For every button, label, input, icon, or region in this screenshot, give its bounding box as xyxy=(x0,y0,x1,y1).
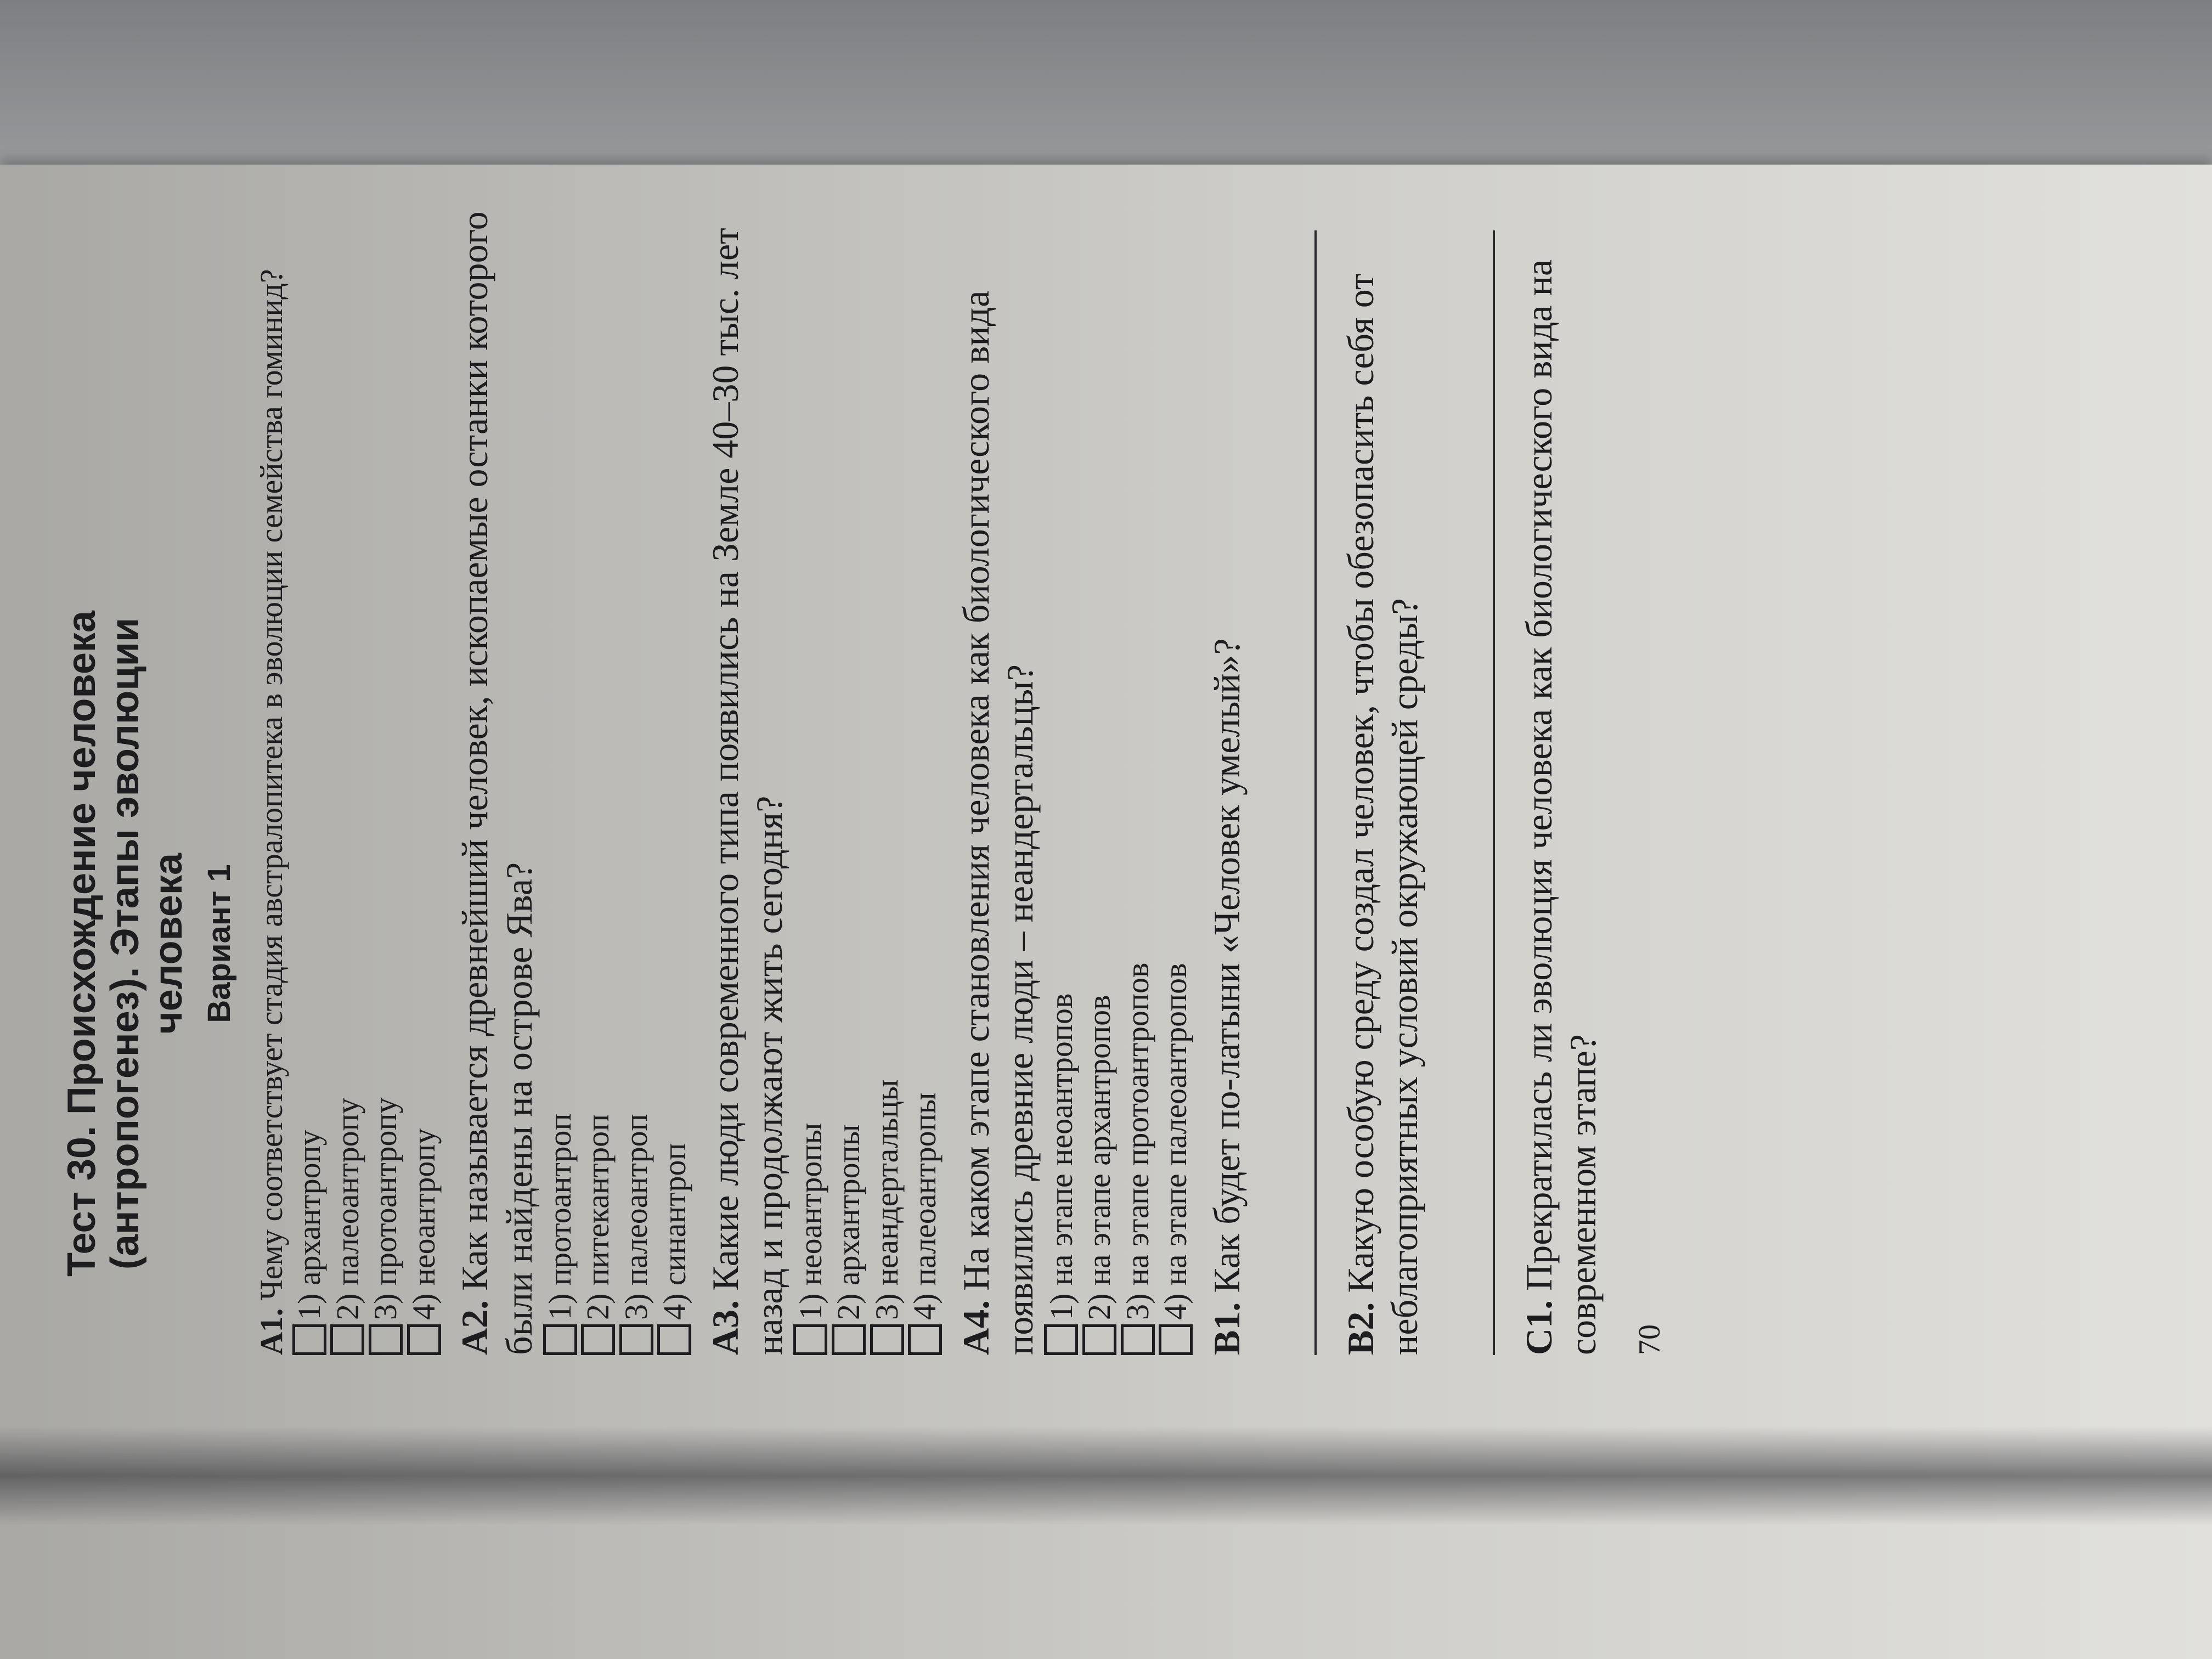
checkbox[interactable] xyxy=(1159,1324,1193,1355)
checkbox[interactable] xyxy=(543,1324,577,1355)
option-label: 2) питекантроп xyxy=(580,1114,616,1320)
checkbox[interactable] xyxy=(1044,1324,1078,1355)
checkbox[interactable] xyxy=(832,1324,866,1355)
question-prompt: На каком этапе становления человека как биологического вида появились древние люди – неандертальцы? xyxy=(955,290,1041,1355)
question-text xyxy=(1517,203,1605,1355)
question-b1 xyxy=(1205,203,1317,1355)
question-prompt: Как называется древнейший человек, ископаемые останки которого были найдены на острове Ява? xyxy=(454,211,540,1355)
option-label: 1) неоантропы xyxy=(792,1122,828,1320)
option-label: 2) архантропы xyxy=(831,1124,867,1320)
question-prompt: Какую особую среду создал человек, чтобы обезопасить себя от неблагоприятных условий окружающей среды? xyxy=(1340,273,1426,1355)
option-label: 3) протоантропу xyxy=(368,1097,404,1320)
question-number: С1. xyxy=(1517,1300,1560,1355)
checkbox[interactable] xyxy=(619,1324,653,1355)
answer-option[interactable] xyxy=(366,203,405,1355)
answer-option[interactable] xyxy=(290,203,329,1355)
option-label: 1) протоантроп xyxy=(541,1113,578,1320)
checkbox[interactable] xyxy=(330,1324,364,1355)
question-a3 xyxy=(703,203,944,1355)
question-number: А2. xyxy=(454,1300,496,1355)
answer-option[interactable] xyxy=(541,203,579,1355)
answer-option[interactable] xyxy=(1042,203,1081,1355)
question-text xyxy=(1205,203,1249,1355)
answer-option[interactable] xyxy=(405,203,443,1355)
page-number: 70 xyxy=(1633,1324,1667,1355)
question-number: В1. xyxy=(1205,1302,1248,1355)
question-a4 xyxy=(954,203,1195,1355)
answer-option[interactable] xyxy=(906,203,944,1355)
question-number: А3. xyxy=(704,1300,747,1355)
question-number: А4. xyxy=(955,1300,997,1355)
question-prompt: Какие люди современного типа появились на Земле 40–30 тыс. лет назад и продолжают жить сегодня? xyxy=(704,228,791,1355)
question-a1 xyxy=(253,203,443,1355)
checkbox[interactable] xyxy=(793,1324,827,1355)
answer-option[interactable] xyxy=(329,203,367,1355)
question-text xyxy=(954,203,1042,1355)
option-label: 2) палеоантропу xyxy=(329,1098,365,1320)
worksheet-page xyxy=(0,165,2140,1426)
answer-option[interactable] xyxy=(792,203,830,1355)
checkbox[interactable] xyxy=(292,1324,326,1355)
answer-option[interactable] xyxy=(617,203,656,1355)
question-number: А1. xyxy=(253,1308,289,1355)
checkbox[interactable] xyxy=(581,1324,615,1355)
option-label: 1) на этапе неоантропов xyxy=(1043,993,1079,1320)
question-c1 xyxy=(1517,203,1605,1355)
checkbox[interactable] xyxy=(657,1324,691,1355)
option-label: 3) палеоантроп xyxy=(618,1114,654,1320)
question-text xyxy=(1339,203,1426,1355)
question-text xyxy=(253,203,290,1355)
answer-option[interactable] xyxy=(1156,203,1195,1355)
question-b2 xyxy=(1339,203,1494,1355)
checkbox[interactable] xyxy=(908,1324,942,1355)
question-prompt: Чему соответствует стадия австралопитека в эволюции семейства гоминид? xyxy=(253,269,289,1301)
option-label: 4) неоантропу xyxy=(405,1128,442,1320)
checkbox[interactable] xyxy=(1121,1324,1155,1355)
checkbox[interactable] xyxy=(407,1324,441,1355)
question-text xyxy=(453,203,540,1355)
answer-option[interactable] xyxy=(1119,203,1157,1355)
worksheet-content xyxy=(60,203,1667,1355)
option-label: 2) на этапе архантропов xyxy=(1081,995,1118,1320)
checkbox[interactable] xyxy=(369,1324,403,1355)
book-spine-shadow xyxy=(0,1426,2212,1525)
answer-option[interactable] xyxy=(830,203,868,1355)
question-prompt: Как будет по-латыни «Человек умелый»? xyxy=(1205,638,1248,1293)
checkbox[interactable] xyxy=(870,1324,904,1355)
answer-option[interactable] xyxy=(868,203,906,1355)
variant-heading: Вариант 1 xyxy=(201,864,237,1023)
test-title: Тест 30. Происхождение человека (антропогенез). Этапы эволюции человека xyxy=(60,611,191,1277)
answer-option[interactable] xyxy=(579,203,617,1355)
option-label: 4) на этапе палеоантропов xyxy=(1158,963,1194,1320)
question-number: В2. xyxy=(1340,1302,1382,1355)
answer-line[interactable] xyxy=(1493,230,1495,1355)
option-label: 3) неандертальцы xyxy=(868,1079,905,1320)
checkbox[interactable] xyxy=(1082,1324,1116,1355)
option-label: 4) синантроп xyxy=(656,1143,692,1320)
option-label: 3) на этапе протоантропов xyxy=(1119,962,1155,1320)
option-label: 1) архантропу xyxy=(291,1130,327,1320)
answer-option[interactable] xyxy=(1080,203,1119,1355)
question-text xyxy=(703,203,791,1355)
question-a2 xyxy=(453,203,693,1355)
answer-option[interactable] xyxy=(656,203,694,1355)
facing-page xyxy=(0,0,2212,187)
answer-line[interactable] xyxy=(1314,230,1317,1355)
question-prompt: Прекратилась ли эволюция человека как биологического вида на современном этапе? xyxy=(1517,259,1604,1355)
option-label: 4) палеоантропы xyxy=(907,1092,943,1320)
